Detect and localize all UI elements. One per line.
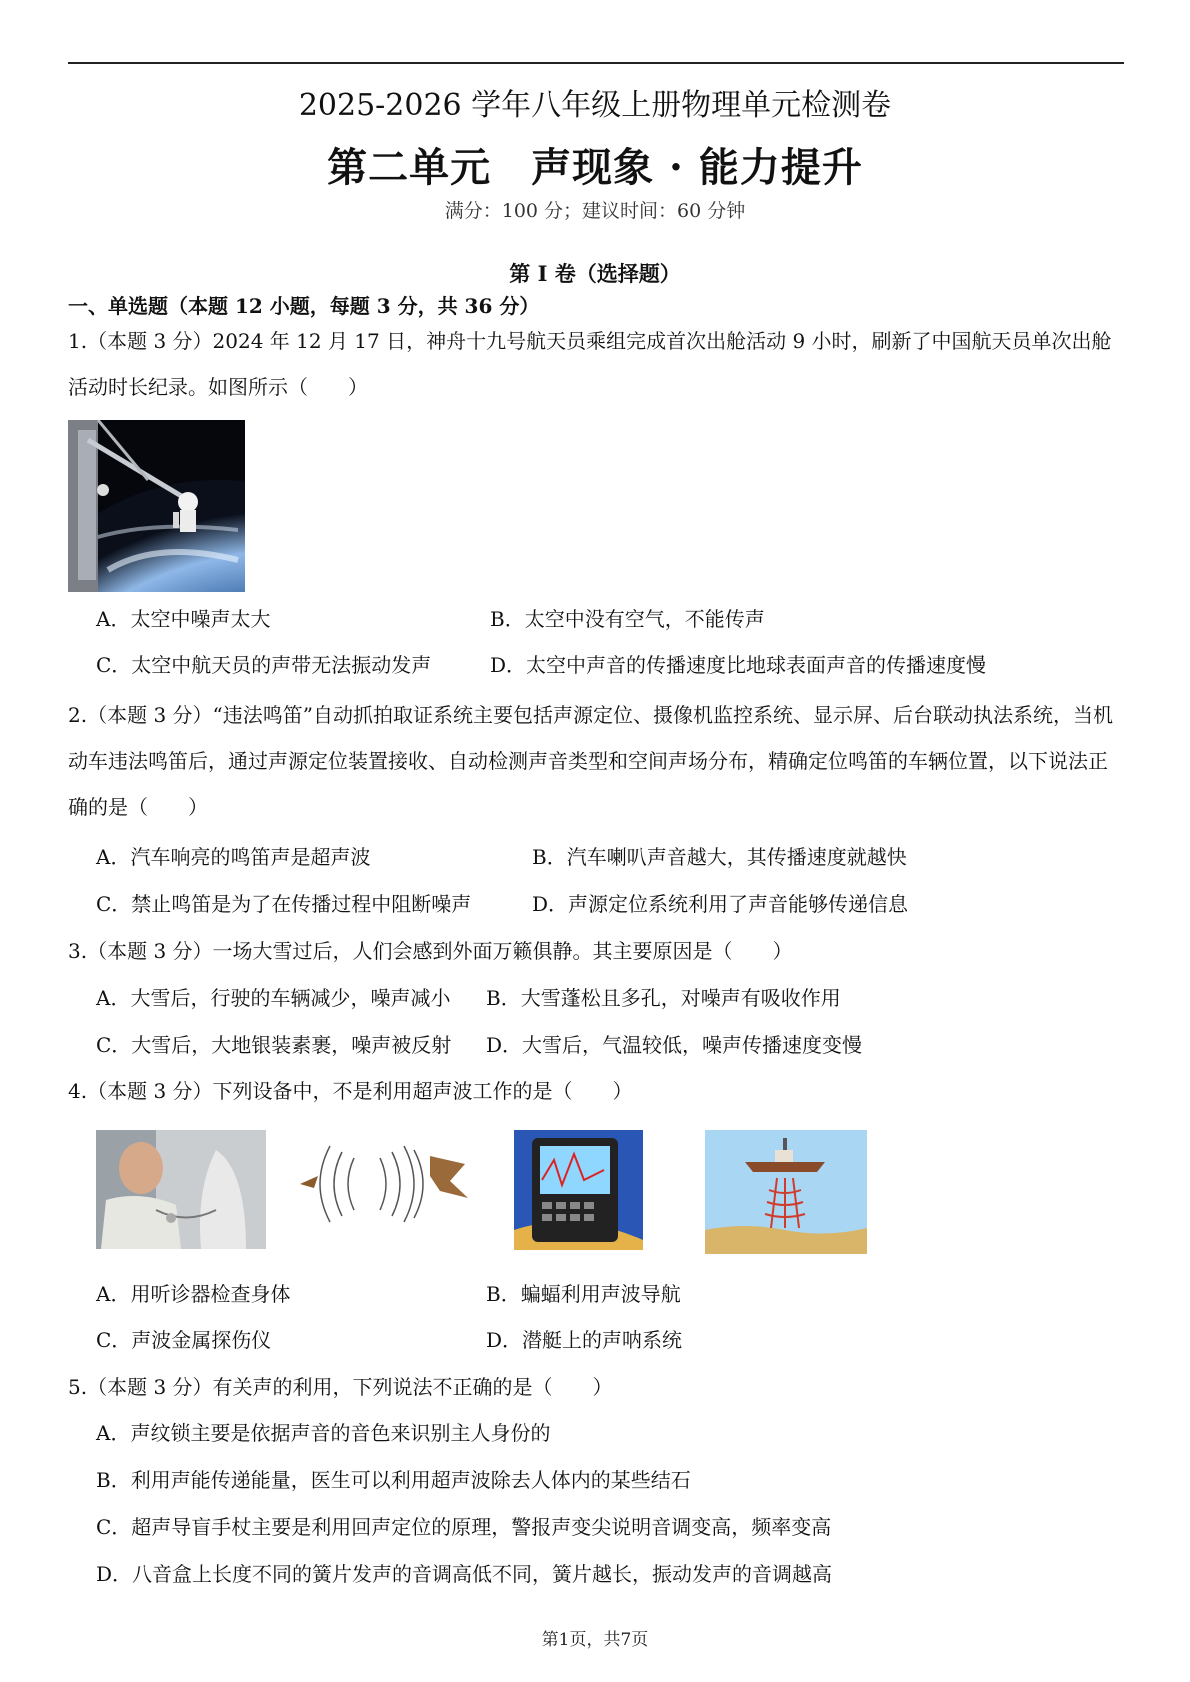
question-5-option-c: C．超声导盲手杖主要是利用回声定位的原理，警报声变尖说明音调变高，频率变高 xyxy=(96,1515,832,1539)
series-title: 2025-2026 学年八年级上册物理单元检测卷 xyxy=(298,88,892,123)
question-3-option-c: C．大雪后，大地银装素裹，噪声被反射 xyxy=(96,1033,452,1057)
question-4-option-d: D．潜艇上的声呐系统 xyxy=(486,1328,683,1352)
page-footer: 第1页，共7页 xyxy=(541,1630,649,1650)
question-4-option-c: C．声波金属探伤仪 xyxy=(96,1328,272,1352)
sonar-ship-image xyxy=(705,1130,867,1254)
unit-topic: 声现象 · 能力提升 xyxy=(531,144,863,191)
unit-title xyxy=(0,136,1190,193)
question-2-stem: 2.（本题 3 分）“违法鸣笛”自动抓拍取证系统主要包括声源定位、摄像机监控系统、显示屏、后台联动执法系统，当机动车违法鸣笛后，通过声源定位装置接收、自动检测声音类型和空间声场分布，精确定位鸣笛的车辆位置，以下说法正确的是（ ） xyxy=(68,703,1113,819)
question-2-option-d: D．声源定位系统利用了声音能够传递信息 xyxy=(532,892,909,916)
question-5-option-d: D．八音盒上长度不同的簧片发声的音调高低不同，簧片越长，振动发声的音调越高 xyxy=(96,1562,833,1586)
question-1-option-a: A．太空中噪声太大 xyxy=(96,607,271,631)
question-1-stem: 1.（本题 3 分）2024 年 12 月 17 日，神舟十九号航天员乘组完成首次出舱活动 9 小时，刷新了中国航天员单次出舱活动时长纪录。如图所示（ ） xyxy=(68,329,1112,399)
ultrasonic-flaw-detector-image xyxy=(514,1130,643,1250)
question-2-option-c: C．禁止鸣笛是为了在传播过程中阻断噪声 xyxy=(96,892,472,916)
bat-echolocation-image xyxy=(290,1136,476,1232)
question-4-option-b: B．蝙蝠利用声波导航 xyxy=(486,1282,681,1306)
stethoscope-image xyxy=(96,1130,266,1249)
question-4-stem: 4.（本题 3 分）下列设备中，不是利用超声波工作的是（ ） xyxy=(68,1079,633,1103)
question-3-option-b: B．大雪蓬松且多孔，对噪声有吸收作用 xyxy=(486,986,841,1010)
question-1-option-c: C．太空中航天员的声带无法振动发声 xyxy=(96,653,432,677)
question-5-option-b: B．利用声能传递能量，医生可以利用超声波除去人体内的某些结石 xyxy=(96,1468,691,1492)
volume-title: 第 I 卷（选择题） xyxy=(509,261,681,286)
question-2-option-b: B．汽车喇叭声音越大，其传播速度就越快 xyxy=(532,845,907,869)
question-1-option-d: D．太空中声音的传播速度比地球表面声音的传播速度慢 xyxy=(490,653,987,677)
question-1-option-b: B．太空中没有空气，不能传声 xyxy=(490,607,765,631)
question-3-stem: 3.（本题 3 分）一场大雪过后，人们会感到外面万籁俱静。其主要原因是（ ） xyxy=(68,939,793,963)
question-5-stem: 5.（本题 3 分）有关声的利用，下列说法不正确的是（ ） xyxy=(68,1375,613,1399)
exam-meta: 满分：100 分；建议时间：60 分钟 xyxy=(444,200,746,222)
question-3-option-d: D．大雪后，气温较低，噪声传播速度变慢 xyxy=(486,1033,863,1057)
question-3-option-a: A．大雪后，行驶的车辆减少，噪声减小 xyxy=(96,986,451,1010)
unit-label: 第二单元 xyxy=(327,144,492,191)
astronaut-spacewalk-image xyxy=(68,420,245,592)
section-title: 一、单选题（本题 12 小题，每题 3 分，共 36 分） xyxy=(68,294,540,318)
question-4-option-a: A．用听诊器检查身体 xyxy=(96,1282,291,1306)
question-5-option-a: A．声纹锁主要是依据声音的音色来识别主人身份的 xyxy=(96,1421,551,1445)
question-2-option-a: A．汽车响亮的鸣笛声是超声波 xyxy=(96,845,371,869)
top-rule xyxy=(68,62,1124,64)
